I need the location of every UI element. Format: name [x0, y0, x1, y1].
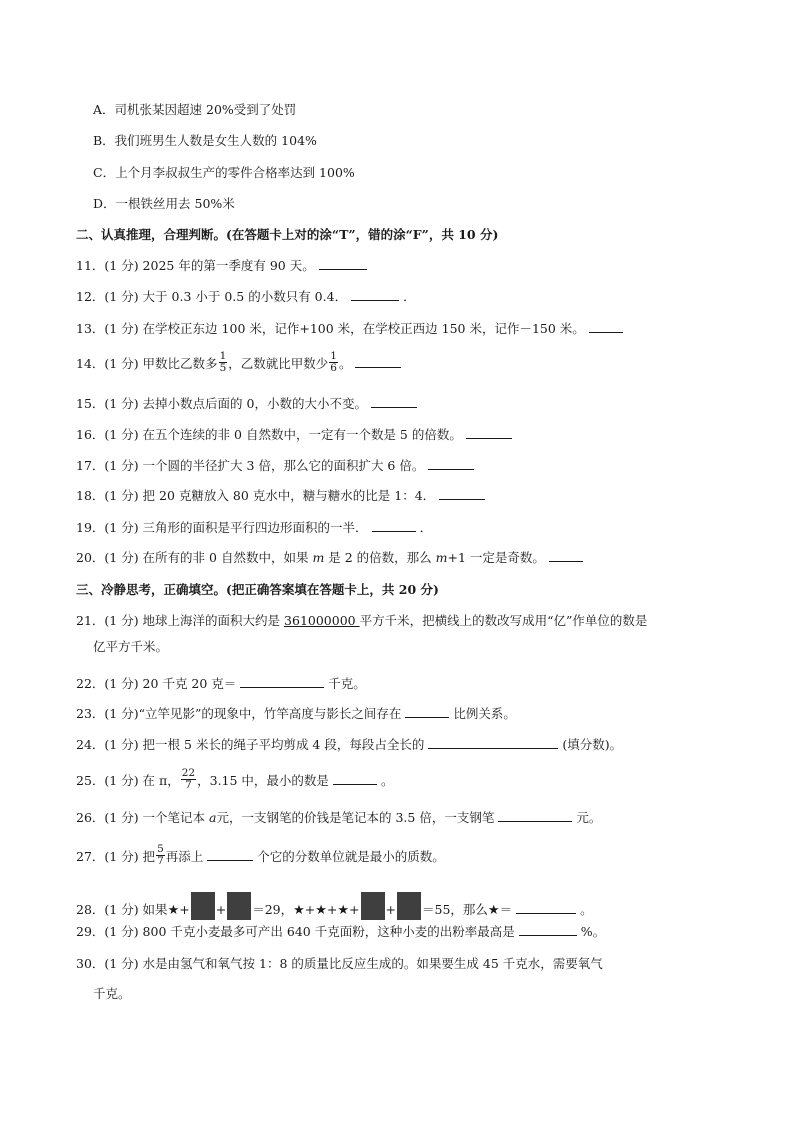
question-19-end: ．	[419, 520, 433, 535]
fraction-one-fifth	[219, 351, 228, 374]
answer-blank-26[interactable]	[498, 809, 572, 822]
question-12	[76, 288, 416, 306]
question-30: 30．(1 分) 水是由氢气和氧气按 1：8 的质量比反应生成的。如果要生成 45 千克水，需要氧气	[76, 956, 603, 971]
question-21	[76, 612, 647, 630]
question-28	[76, 892, 593, 920]
fraction-22-7	[181, 768, 196, 791]
question-15-text: 15．(1 分) 去掉小数点后面的 0，小数的大小不变。	[76, 396, 367, 411]
question-17	[76, 457, 478, 475]
question-24-text-a: 24．(1 分) 把一根 5 米长的绳子平均剪成 4 段，每段占全长的	[76, 737, 425, 752]
question-14-text-a: 14．(1 分) 甲数比乙数多	[76, 356, 218, 371]
question-25-text-b: ，3.15 中，最小的数是	[197, 773, 329, 788]
question-21-continuation: 亿平方千米。	[93, 639, 169, 654]
variable-m: m	[312, 550, 325, 565]
question-29	[76, 923, 605, 941]
question-16-text: 16．(1 分) 在五个连续的非 0 自然数中，一定有一个数是 5 的倍数。	[76, 427, 462, 442]
question-12-text: 12．(1 分) 大于 0.3 小于 0.5 的小数只有 0.4．	[76, 289, 348, 304]
question-20-text-c: +1 一定是奇数。	[447, 550, 545, 565]
question-21-text-b: 平方千米，把横线上的数改写成用“亿”作单位的数是	[359, 613, 648, 628]
answer-blank-27[interactable]	[207, 848, 253, 861]
answer-blank-25[interactable]	[333, 772, 377, 785]
fraction-denominator: 7	[185, 779, 192, 791]
answer-blank-28[interactable]	[516, 901, 576, 914]
question-19	[76, 519, 432, 537]
plus-sign: +	[179, 902, 190, 917]
underlined-number: 361000000	[284, 613, 360, 628]
question-29-text-b: %。	[580, 924, 606, 939]
option-d: D．一根铁丝用去 50%米	[93, 196, 235, 211]
fraction-5-7	[156, 844, 165, 867]
question-15	[76, 395, 421, 413]
question-21-text-a: 21．(1 分) 地球上海洋的面积大约是	[76, 613, 285, 628]
question-24-text-b: (填分数)。	[562, 737, 623, 752]
answer-blank-14[interactable]	[355, 355, 401, 368]
question-11	[76, 257, 371, 275]
answer-blank-19[interactable]	[372, 519, 416, 532]
star-icon: ★	[167, 903, 180, 918]
question-26-text-a: 26．(1 分) 一个笔记本	[76, 810, 210, 825]
question-23	[76, 705, 516, 723]
plus-sign: +	[326, 902, 338, 917]
question-22	[76, 675, 366, 693]
question-24	[76, 736, 622, 754]
variable-a: a	[209, 810, 217, 825]
question-14	[76, 350, 405, 376]
answer-blank-16[interactable]	[466, 426, 512, 439]
question-22-text-a: 22．(1 分) 20 千克 20 克＝	[76, 676, 237, 691]
question-20-text-a: 20．(1 分) 在所有的非 0 自然数中，如果	[76, 550, 313, 565]
star-icon: ★	[487, 903, 500, 918]
question-17-text: 17．(1 分) 一个圆的半径扩大 3 倍，那么它的面积扩大 6 倍。	[76, 458, 425, 473]
question-27-text-b: 再添上	[165, 849, 204, 864]
star-icon: ★	[315, 903, 327, 918]
square-icon	[361, 892, 385, 920]
answer-blank-17[interactable]	[428, 457, 474, 470]
question-27-text-a: 27．(1 分) 把	[76, 849, 156, 864]
question-11-text: 11．(1 分) 2025 年的第一季度有 90 天。	[76, 258, 315, 273]
question-25-text-a: 25．(1 分) 在 π，	[76, 773, 180, 788]
option-b: B．我们班男生人数是女生人数的 104%	[93, 133, 317, 148]
question-28-end: 。	[580, 902, 593, 917]
answer-blank-13[interactable]	[589, 320, 623, 333]
square-icon	[191, 892, 215, 920]
fraction-numerator: 1	[330, 350, 337, 362]
fraction-numerator: 5	[157, 843, 164, 855]
square-icon	[397, 892, 421, 920]
question-19-text: 19．(1 分) 三角形的面积是平行四边形面积的一半．	[76, 520, 368, 535]
question-23-text-a: 23．(1 分)“立竿见影”的现象中，竹竿高度与影长之间存在	[76, 706, 402, 721]
answer-blank-18[interactable]	[439, 487, 485, 500]
question-20	[76, 549, 587, 567]
question-26-text-b: 元，一支钢笔的价钱是笔记本的 3.5 倍，一支钢笔	[216, 810, 495, 825]
option-a: A．司机张某因超速 20%受到了处罚	[93, 102, 297, 117]
star-icon: ★	[337, 903, 350, 918]
question-20-text-b: 是 2 的倍数，那么	[324, 550, 436, 565]
equals-sign: ＝	[499, 902, 513, 917]
answer-blank-12[interactable]	[351, 288, 399, 301]
square-icon	[227, 892, 251, 920]
fraction-numerator: 1	[219, 350, 227, 362]
question-18	[76, 487, 489, 505]
question-13-text: 13．(1 分) 在学校正东边 100 米，记作+100 米，在学校正西边 150 米，记作－150 米。	[76, 321, 585, 336]
option-c: C．上个月李叔叔生产的零件合格率达到 100%	[93, 165, 355, 180]
fraction-denominator: 7	[157, 855, 164, 867]
answer-blank-11[interactable]	[319, 257, 367, 270]
plus-sign: +	[385, 902, 396, 917]
question-28-text-a: 28．(1 分) 如果	[76, 902, 168, 917]
question-27	[76, 843, 445, 869]
answer-blank-15[interactable]	[371, 395, 417, 408]
question-25-text-c: 。	[380, 773, 394, 788]
question-16	[76, 426, 516, 444]
answer-blank-29[interactable]	[519, 923, 577, 936]
question-27-text-c: 个它的分数单位就是最小的质数。	[257, 849, 445, 864]
question-12-end: ．	[403, 289, 416, 304]
question-18-text: 18．(1 分) 把 20 克糖放入 80 克水中，糖与糖水的比是 1：4．	[76, 488, 436, 503]
answer-blank-24[interactable]	[428, 736, 558, 749]
fraction-one-sixth	[329, 351, 338, 374]
question-13	[76, 320, 627, 338]
question-22-text-b: 千克。	[328, 676, 366, 691]
equation-result-1: ＝29，	[252, 902, 294, 917]
section-2-title: 二、认真推理，合理判断。(在答题卡上对的涂“T”，错的涂“F”，共 10 分)	[76, 227, 499, 242]
fraction-numerator: 22	[181, 767, 196, 779]
fraction-denominator: 5	[219, 362, 227, 374]
section-3-title: 三、冷静思考，正确填空。(把正确答案填在答题卡上，共 20 分)	[76, 582, 439, 597]
answer-blank-22[interactable]	[240, 675, 324, 688]
question-14-text-c: 。	[338, 356, 352, 371]
question-30-continuation: 千克。	[93, 986, 131, 1001]
question-14-text-b: ，乙数就比甲数少	[228, 356, 329, 371]
question-29-text-a: 29．(1 分) 800 千克小麦最多可产出 640 千克面粉，这种小麦的出粉率最高是	[76, 924, 515, 939]
question-23-text-b: 比例关系。	[453, 706, 516, 721]
question-26-text-c: 元。	[576, 810, 602, 825]
plus-sign: +	[304, 902, 316, 917]
plus-sign: +	[349, 902, 360, 917]
plus-sign: +	[215, 902, 227, 917]
question-26	[76, 809, 601, 827]
variable-m: m	[435, 550, 448, 565]
answer-blank-23[interactable]	[405, 705, 449, 718]
star-icon: ★	[293, 903, 305, 918]
fraction-denominator: 6	[330, 362, 337, 374]
equation-result-2: ＝55，那么	[422, 902, 488, 917]
question-25	[76, 767, 394, 793]
answer-blank-20[interactable]	[549, 549, 583, 562]
